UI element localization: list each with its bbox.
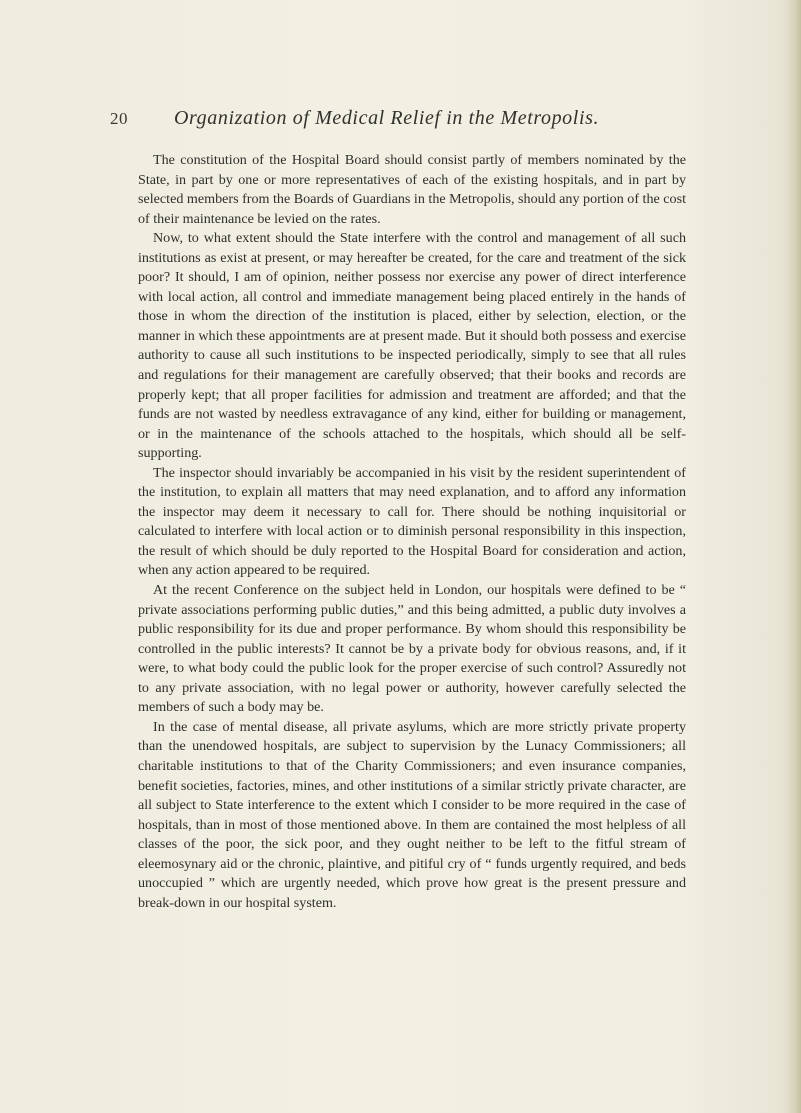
- paragraph: In the case of mental disease, all private asylums, which are more strictly private property than the unendowed hospitals, are subject to supervision by the Lunacy Commissioners; all charitable institutions to that of the Charity Commissioners; and even insurance companies, benefit societies, factories, mines, and other institutions of a similar strictly private character, are all subject to State interference to the extent which I consider to be more required in the case of hospitals, than in most of those mentioned above. In them are contained the most helpless of all classes of the poor, the sick poor, and they ought neither to be left to the fitful stream of eleemosynary aid or the chronic, plaintive, and pitiful cry of “ funds urgently required, and beds unoccupied ” which are urgently needed, which prove how great is the present pressure and break-down in our hospital system.: [138, 718, 686, 911]
- page-edge-shadow: [787, 0, 801, 1113]
- page-number: 20: [110, 109, 128, 128]
- running-title: Organization of Medical Relief in the Metropolis.: [174, 107, 600, 129]
- paragraph: The inspector should invariably be accompanied in his visit by the resident superintendent of the institution, to explain all matters that may need explanation, and to afford any information the inspector may deem it necessary to call for. There should be nothing inquisitorial or calculated to interfere with local action or to diminish personal responsibility in this inspection, the result of which should be duly reported to the Hospital Board for consideration and action, when any action appeared to be required.: [138, 464, 686, 579]
- paragraph: The constitution of the Hospital Board should consist partly of members nominated by the State, in part by one or more representatives of each of the existing hospitals, and in part by selected members from the Boards of Guardians in the Metropolis, should any portion of the cost of their maintenance be levied on the rates.: [138, 152, 686, 227]
- paragraph: At the recent Conference on the subject held in London, our hospitals were defined to be “ private associations performing public duties,” and this being admitted, a public duty involves a public responsibility for its due and proper performance. By whom should this responsibility be controlled in the public interests? It cannot be by a private body for obvious reasons, and, if it were, to what body could the public look for the proper exercise of such control? Assuredly not to any private association, with no legal power or authority, however carefully selected the members of such a body may be.: [138, 582, 686, 716]
- paragraph: Now, to what extent should the State interfere with the control and management of all such institutions as exist at present, or may hereafter be created, for the care and treatment of the sick poor? It should, I am of opinion, neither possess nor exercise any power of direct interference with local action, all control and immediate management being placed entirely in the hands of those in whom the direction of the institution is placed, either by selection, election, or the manner in which these appointments are at present made. But it should both possess and exercise authority to cause all such institutions to be inspected periodically, simply to see that all rules and regulations for their management are carefully observed; that their books and records are properly kept; that all proper facilities for admission and treatment are afforded; and that the funds are not wasted by needless extravagance of any kind, either for building or management, or in the maintenance of the schools attached to the hospitals, which should all be self-supporting.: [138, 230, 686, 462]
- page-header: [110, 107, 710, 133]
- body-text: [138, 151, 686, 913]
